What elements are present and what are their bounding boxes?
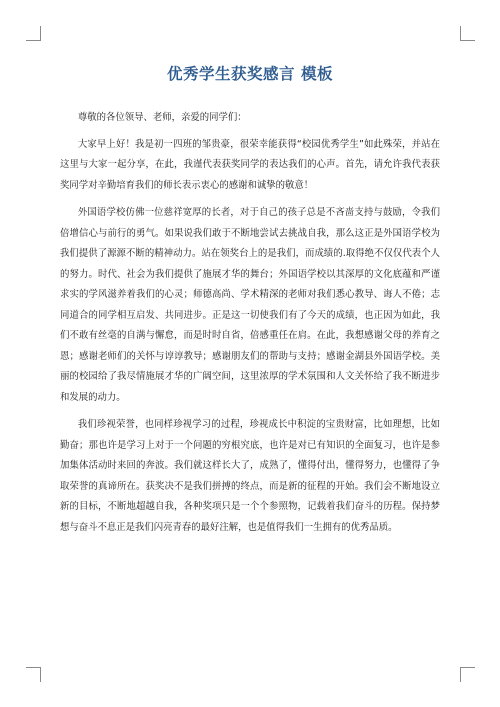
- paragraph-3: 我们珍视荣誉，也同样珍视学习的过程，珍视成长中积淀的宝贵财富，比如理想，比如勤奋；那也许是学习上对于一个问题的穷根究底，也许是对已有知识的全面复习，也许是参加集体活动时来回的奔波。我们就这样长大了，成熟了，懂得付出，懂得努力，也懂得了争取荣誉的真谛所在。获奖决不是我们拼搏的终点，而是新的征程的开始。我们会不断地设立新的目标，不断地超越自我，各种奖项只是一个个参照物，记载着我们奋斗的历程。保持梦想与奋斗不息正是我们闪亮青春的最好注解，也是值得我们一生拥有的优秀品质。: [60, 419, 440, 533]
- crop-mark-top-right: [460, 26, 475, 41]
- paragraph-1: 大家早上好！我是初一四班的邹贵豪，很荣幸能获得“校园优秀学生”如此殊荣，并站在这里与大家一起分享，在此，我谨代表获奖同学的表达我们的心声。首先，请允许我代表获奖同学对辛勤培育我们的师长表示衷心的感谢和诚挚的敬意！: [60, 138, 440, 191]
- crop-mark-top-left: [26, 26, 41, 41]
- document-body: [60, 108, 440, 545]
- document-title: 优秀学生获奖感言 模板: [167, 65, 333, 83]
- crop-mark-bottom-right: [460, 667, 475, 682]
- salutation: 尊敬的各位领导、老师，亲爱的同学们：: [77, 112, 247, 123]
- paragraph-2: 外国语学校仿佛一位慈祥宽厚的长者，对于自己的孩子总是不吝啬支持与鼓励，令我们倍增信心与前行的勇气。如果说我们敢于不断地尝试去挑战自我，那么这正是外国语学校为我们提供了源源不断的精神动力。站在领奖台上的是我们，而成绩的.取得绝不仅仅代表个人的努力。时代、社会为我们提供了施展才华的舞台；外国语学校以其深厚的文化底蕴和严谨求实的学风滋养着我们的心灵；师德高尚、学术精深的老师对我们悉心教导、诲人不倦；志同道合的同学相互启发、共同进步。正是这一切使我们有了今天的成绩，也正因为如此，我们不敢有丝毫的自满与懈怠，而是时时自省，倍感重任在肩。在此，我想感谢父母的养育之恩；感谢老师们的关怀与谆谆教导；感谢朋友们的帮助与支持；感谢金湖县外国语学校。美丽的校园给了我尽情施展才华的广阔空间，这里浓厚的学术氛围和人文关怀给了我不断进步和发展的动力。: [60, 207, 440, 403]
- crop-mark-bottom-left: [26, 667, 41, 682]
